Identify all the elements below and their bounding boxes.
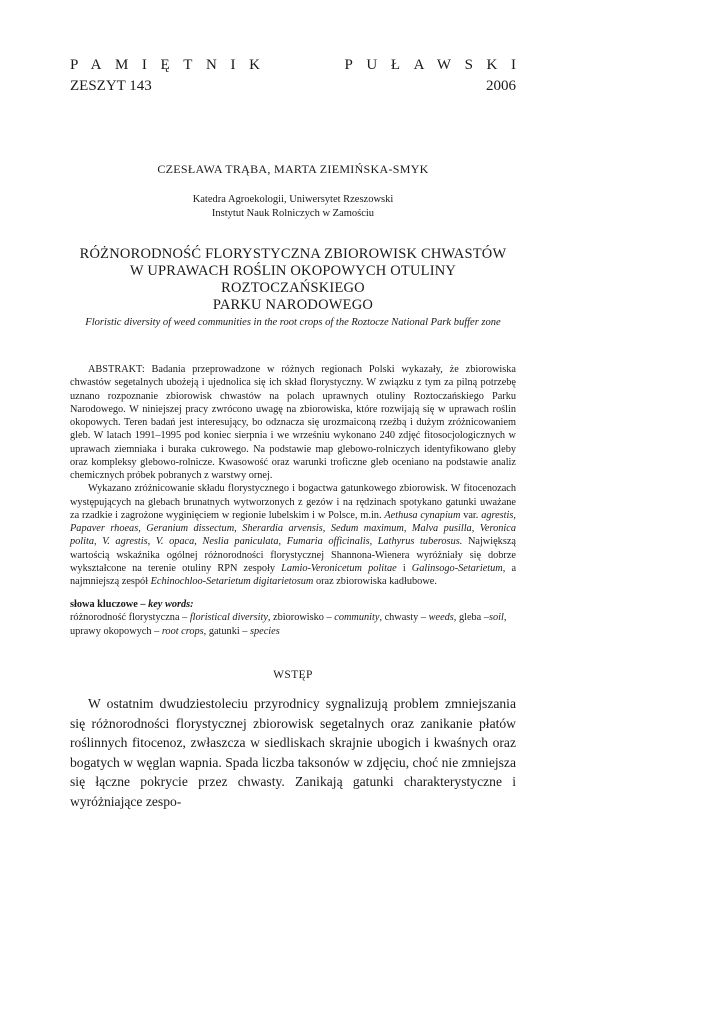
species-name: Sedum maximum bbox=[330, 523, 404, 534]
separator: , bbox=[513, 509, 516, 521]
issue-line bbox=[70, 78, 516, 95]
journal-name-left: PAMIĘTNIK bbox=[70, 57, 274, 73]
issue-number: ZESZYT 143 bbox=[70, 78, 152, 94]
keyword: , uprawy okopowych – bbox=[70, 612, 507, 637]
species-name: Papaver rhoeas bbox=[70, 523, 139, 534]
abstract-paragraph: ABSTRAKT: Badania przeprowadzone w różnych regionach Polski wykazały, że zbiorowiska chwastów segetalnych ubożeją i ujednolica się ich skład florystyczny. W związku z tym za pilną potrzebę uznano rozpoznanie zbiorowisk chwastów na polach uprawnych otuliny Roztoczańskiego Parku Narodowego. W niniejszej pracy zwrócono uwagę na zbiorowiska, które rozwijają się w uprawach roślin okopowych. Teren badań jest interesujący, bo odznacza się urozmaiconą rzeźbą i dużym zróżnicowaniem gleb. W latach 1991–1995 pod koniec sierpnia i we wrześniu wykonano 240 zdjęć fitosocjologicznych w uprawach ziemniaka i buraka cukrowego. Na podstawie map glebowo-rolniczych identyfikowano gleby oraz kompleksy glebowo-rolnicze. Kwasowość oraz warunki troficzne gleb oceniano na podstawie analiz chemicznych próbek pobranych z warstwy ornej. bbox=[70, 364, 516, 481]
authors: CZESŁAWA TRĄBA, MARTA ZIEMIŃSKA-SMYK bbox=[157, 162, 429, 176]
intro-paragraph: W ostatnim dwudziestoleciu przyrodnicy sygnalizują problem zmniejszania się różnorodności florystycznej zbiorowisk segetalnych oraz zanikanie płatów roślinnych fitocenoz, zwłaszcza w siedliskach skrajnie ubogich i kwaśnych oraz bogatych w węglan wapnia. Spada liczba taksonów w zdjęciu, choć nie zmniejsza się łączne pokrycie przez chwasty. Zanikają gatunki charakterystyczne i wyróżniające zespo- bbox=[70, 696, 516, 809]
separator: , bbox=[403, 523, 412, 534]
title-line: PARKU NARODOWEGO bbox=[212, 297, 374, 313]
keyword-en: species bbox=[250, 625, 280, 637]
association-name: Echinochloo-Setarietum digitarietosum bbox=[150, 576, 314, 587]
separator: , bbox=[147, 536, 156, 548]
keywords-heading-en: key words: bbox=[148, 599, 194, 610]
title-line: W UPRAWACH ROŚLIN OKOPOWYCH OTULINY ROZTOCZAŃSKIEGO bbox=[129, 263, 457, 296]
issue-year: 2006 bbox=[486, 78, 516, 94]
separator: , bbox=[194, 536, 203, 548]
species-name: Veronica polita bbox=[70, 523, 517, 548]
abstract-text: oraz zbiorowiska kadłubowe. bbox=[313, 576, 437, 587]
paper-title bbox=[70, 246, 516, 314]
abstract bbox=[70, 363, 516, 588]
paper-title-english: Floristic diversity of weed communities in the root crops of the Roztocze National Park buffer zone bbox=[85, 317, 501, 328]
species-name: agrestis bbox=[481, 509, 514, 521]
species-name: V. opaca bbox=[155, 536, 195, 548]
keyword: , gleba – bbox=[453, 612, 489, 624]
abstract-text: var. bbox=[460, 509, 482, 521]
abstract-text: Największą wartością wskaźnika ogólnej różnorodności florystycznej Shannona-Wienera wyróżniały się dobrze wykształcone na terenie otuliny RPN zespoły bbox=[70, 536, 516, 574]
keyword-en: weeds bbox=[428, 612, 454, 624]
separator: , bbox=[138, 523, 147, 534]
species-name: Neslia paniculata bbox=[202, 536, 279, 548]
section-heading: WSTĘP bbox=[273, 669, 313, 681]
keyword-en: community bbox=[334, 612, 380, 624]
journal-name-right: PUŁAWSKI bbox=[344, 57, 530, 73]
title-line: RÓŻNORODNOŚĆ FLORYSTYCZNA ZBIOROWISK CHWASTÓW bbox=[79, 246, 507, 262]
species-name: Lathyrus tuberosus. bbox=[377, 536, 463, 548]
keyword: , zbiorowisko – bbox=[267, 612, 335, 624]
separator: , bbox=[471, 523, 480, 534]
keyword-en: root crops bbox=[161, 625, 204, 637]
association-name: Lamio-Veronicetum politae bbox=[281, 562, 397, 574]
association-name: Galinsogo-Setarietum bbox=[411, 562, 503, 574]
separator: , bbox=[94, 536, 103, 548]
keywords-heading-pl: słowa kluczowe – bbox=[70, 599, 149, 610]
keywords bbox=[70, 598, 516, 638]
journal-name bbox=[70, 57, 530, 74]
abstract-text: , a najmniejszą zespół bbox=[70, 562, 517, 587]
species-name: Geranium dissectum bbox=[146, 523, 235, 534]
affiliations bbox=[70, 193, 516, 220]
keyword-en: soil bbox=[488, 612, 504, 624]
intro-section bbox=[70, 694, 516, 812]
keyword-en: floristical diversity bbox=[189, 612, 268, 624]
separator: , bbox=[322, 523, 331, 534]
separator: , bbox=[369, 536, 378, 548]
abstract-text: Wykazano zróżnicowanie składu florystycznego i bogactwa gatunkowego zbiorowisk. W fitocenozach występujących na glebach brunatnych wytworzonych z gezów i na rędzinach spotykano gatunki uważane za rzadkie i zagrożone wyginięciem w regionie lubelskim i w Polsce, m.in. bbox=[70, 483, 516, 521]
separator: , bbox=[234, 523, 243, 534]
abstract-paragraph bbox=[70, 482, 516, 588]
keyword: różnorodność florystyczna – bbox=[70, 612, 190, 624]
separator: , bbox=[278, 536, 287, 548]
species-name: Fumaria officinalis bbox=[286, 536, 370, 548]
affiliation-line: Katedra Agroekologii, Uniwersytet Rzeszowski bbox=[192, 194, 394, 205]
species-name: Sherardia arvensis bbox=[242, 523, 323, 534]
keywords-list bbox=[70, 611, 516, 638]
keyword: , chwasty – bbox=[379, 612, 429, 624]
species-name: Aethusa cynapium bbox=[384, 509, 461, 521]
affiliation-line: Instytut Nauk Rolniczych w Zamościu bbox=[211, 207, 375, 219]
species-name: Malva pusilla bbox=[411, 523, 472, 534]
keywords-heading bbox=[70, 598, 516, 611]
keyword: , gatunki – bbox=[203, 625, 251, 637]
species-name: V. agrestis bbox=[102, 536, 148, 548]
abstract-text: i bbox=[396, 562, 412, 574]
